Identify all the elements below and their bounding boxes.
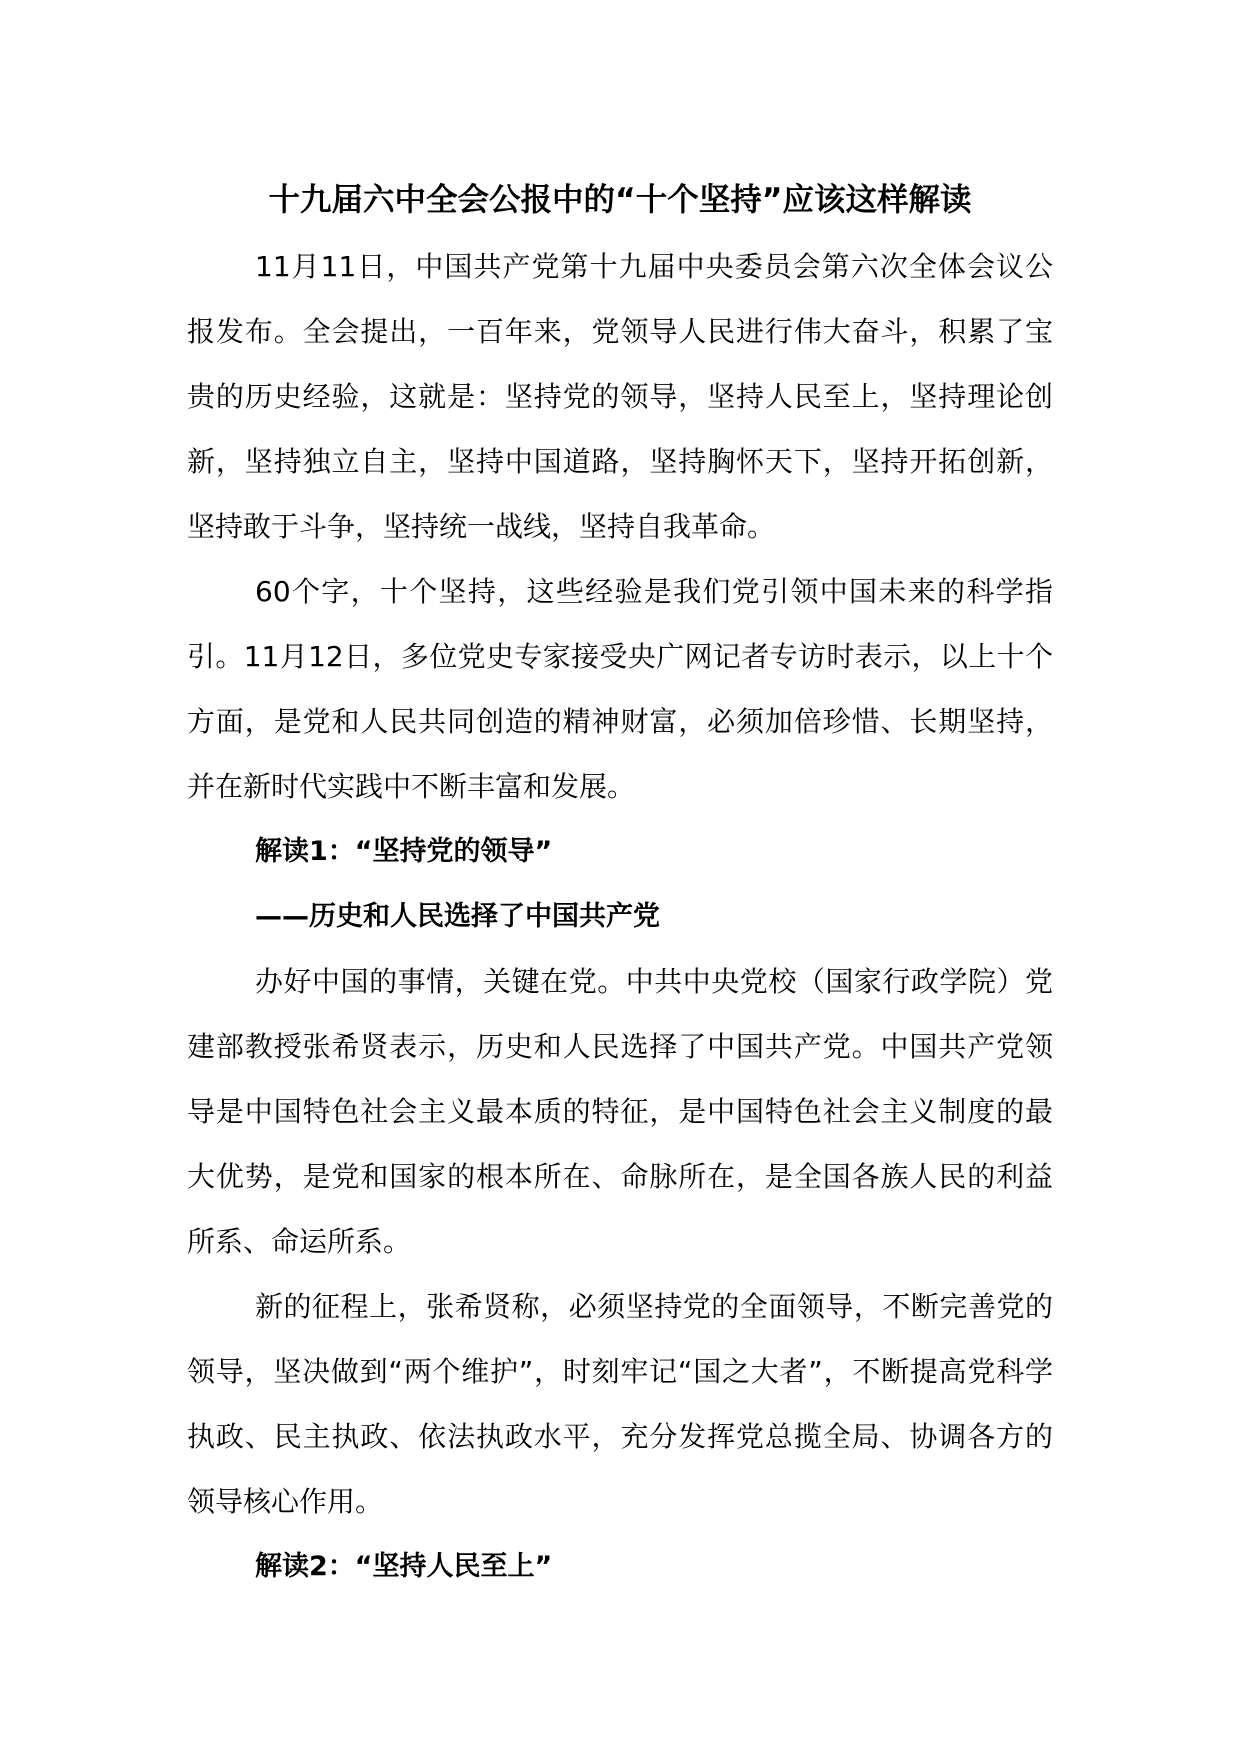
paragraph-intro: 11月11日，中国共产党第十九届中央委员会第六次全体会议公报发布。全会提出，一百年来，党领导人民进行伟大奋斗，积累了宝贵的历史经验，这就是：坚持党的领导，坚持人民至上，坚持理论创新，坚持独立自主，坚持中国道路，坚持胸怀天下，坚持开拓创新，坚持敢于斗争，坚持统一战线，坚持自我革命。: [187, 250, 1053, 543]
paragraph-sixty-characters: 60个字，十个坚持，这些经验是我们党引领中国未来的科学指引。11月12日，多位党史专家接受央广网记者专访时表示，以上十个方面，是党和人民共同创造的精神财富，必须加倍珍惜、长期坚持，并在新时代实践中不断丰富和发展。: [187, 575, 1053, 803]
document-title: 十九届六中全会公报中的“十个坚持”应该这样解读: [268, 182, 972, 218]
document-page: [187, 166, 1053, 1599]
paragraph-party-leadership: 办好中国的事情，关键在党。中共中央党校（国家行政学院）党建部教授张希贤表示，历史和人民选择了中国共产党。中国共产党领导是中国特色社会主义最本质的特征，是中国特色社会主义制度的最大优势，是党和国家的根本所在、命脉所在，是全国各族人民的利益所系、命运所系。: [187, 965, 1053, 1258]
section-subheading-1: ——历史和人民选择了中国共产党: [255, 901, 660, 932]
paragraph-new-journey: 新的征程上，张希贤称，必须坚持党的全面领导，不断完善党的领导，坚决做到“两个维护”，时刻牢记“国之大者”，不断提高党科学执政、民主执政、依法执政水平，充分发挥党总揽全局、协调各方的领导核心作用。: [187, 1290, 1053, 1518]
section-heading-1: 解读1：“坚持党的领导”: [255, 836, 553, 867]
section-heading-2: 解读2：“坚持人民至上”: [255, 1551, 553, 1582]
